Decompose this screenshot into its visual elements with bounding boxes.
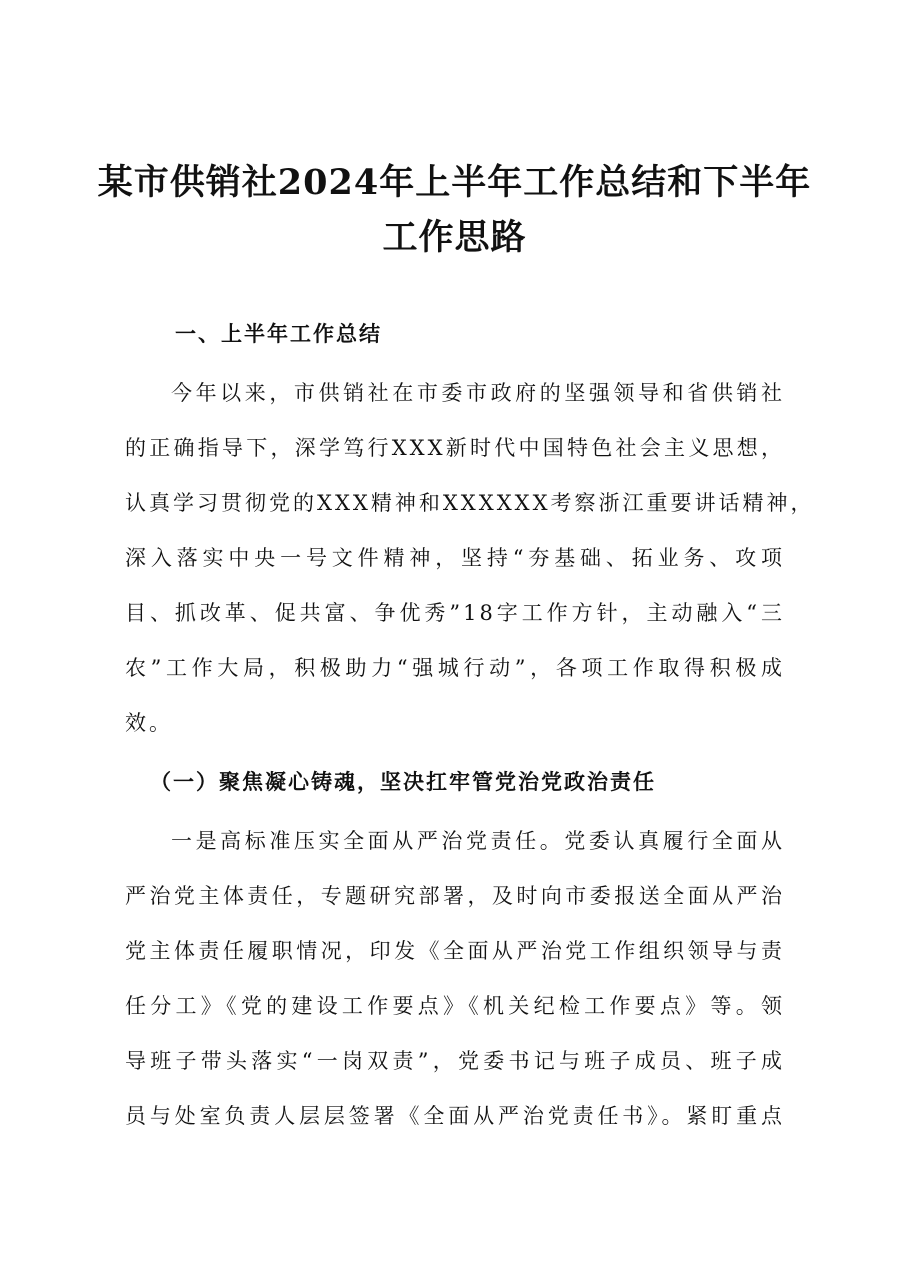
subsection-heading-1: （一）聚焦凝心铸魂，坚决扛牢管党治党政治责任 [150, 769, 656, 794]
paragraph-line: 严治党主体责任，专题研究部署，及时向市委报送全面从严治 [125, 884, 785, 908]
section-heading-first-half-summary: 一、上半年工作总结 [175, 322, 382, 346]
paragraph-party-responsibility [125, 814, 785, 1144]
paragraph-line: 导班子带头落实“一岗双责”，党委书记与班子成员、班子成 [125, 1049, 785, 1073]
paragraph-line: 任分工》《党的建设工作要点》《机关纪检工作要点》等。领 [125, 994, 785, 1018]
paragraph-line: 今年以来，市供销社在市委市政府的坚强领导和省供销社 [171, 381, 785, 405]
paragraph-line: 农”工作大局，积极助力“强城行动”，各项工作取得积极成 [125, 656, 785, 680]
document-title-line-2: 工作思路 [382, 217, 527, 258]
paragraph-line: 深入落实中央一号文件精神，坚持“夯基础、拓业务、攻项 [125, 546, 785, 570]
paragraph-line: 一是高标准压实全面从严治党责任。党委认真履行全面从 [171, 829, 785, 853]
document-title-line-1: 某市供销社2024年上半年工作总结和下半年 [97, 162, 812, 203]
paragraph-line: 目、抓改革、促共富、争优秀”18字工作方针，主动融入“三 [125, 601, 785, 625]
paragraph-intro [125, 366, 815, 751]
paragraph-line: 的正确指导下，深学笃行XXX新时代中国特色社会主义思想， [125, 436, 785, 460]
paragraph-line: 认真学习贯彻党的XXX精神和XXXXXX考察浙江重要讲话精神， [125, 491, 815, 515]
paragraph-line: 效。 [125, 711, 173, 735]
paragraph-line: 员与处室负责人层层签署《全面从严治党责任书》。紧盯重点 [125, 1104, 785, 1128]
paragraph-line: 党主体责任履职情况，印发《全面从严治党工作组织领导与责 [125, 939, 785, 963]
